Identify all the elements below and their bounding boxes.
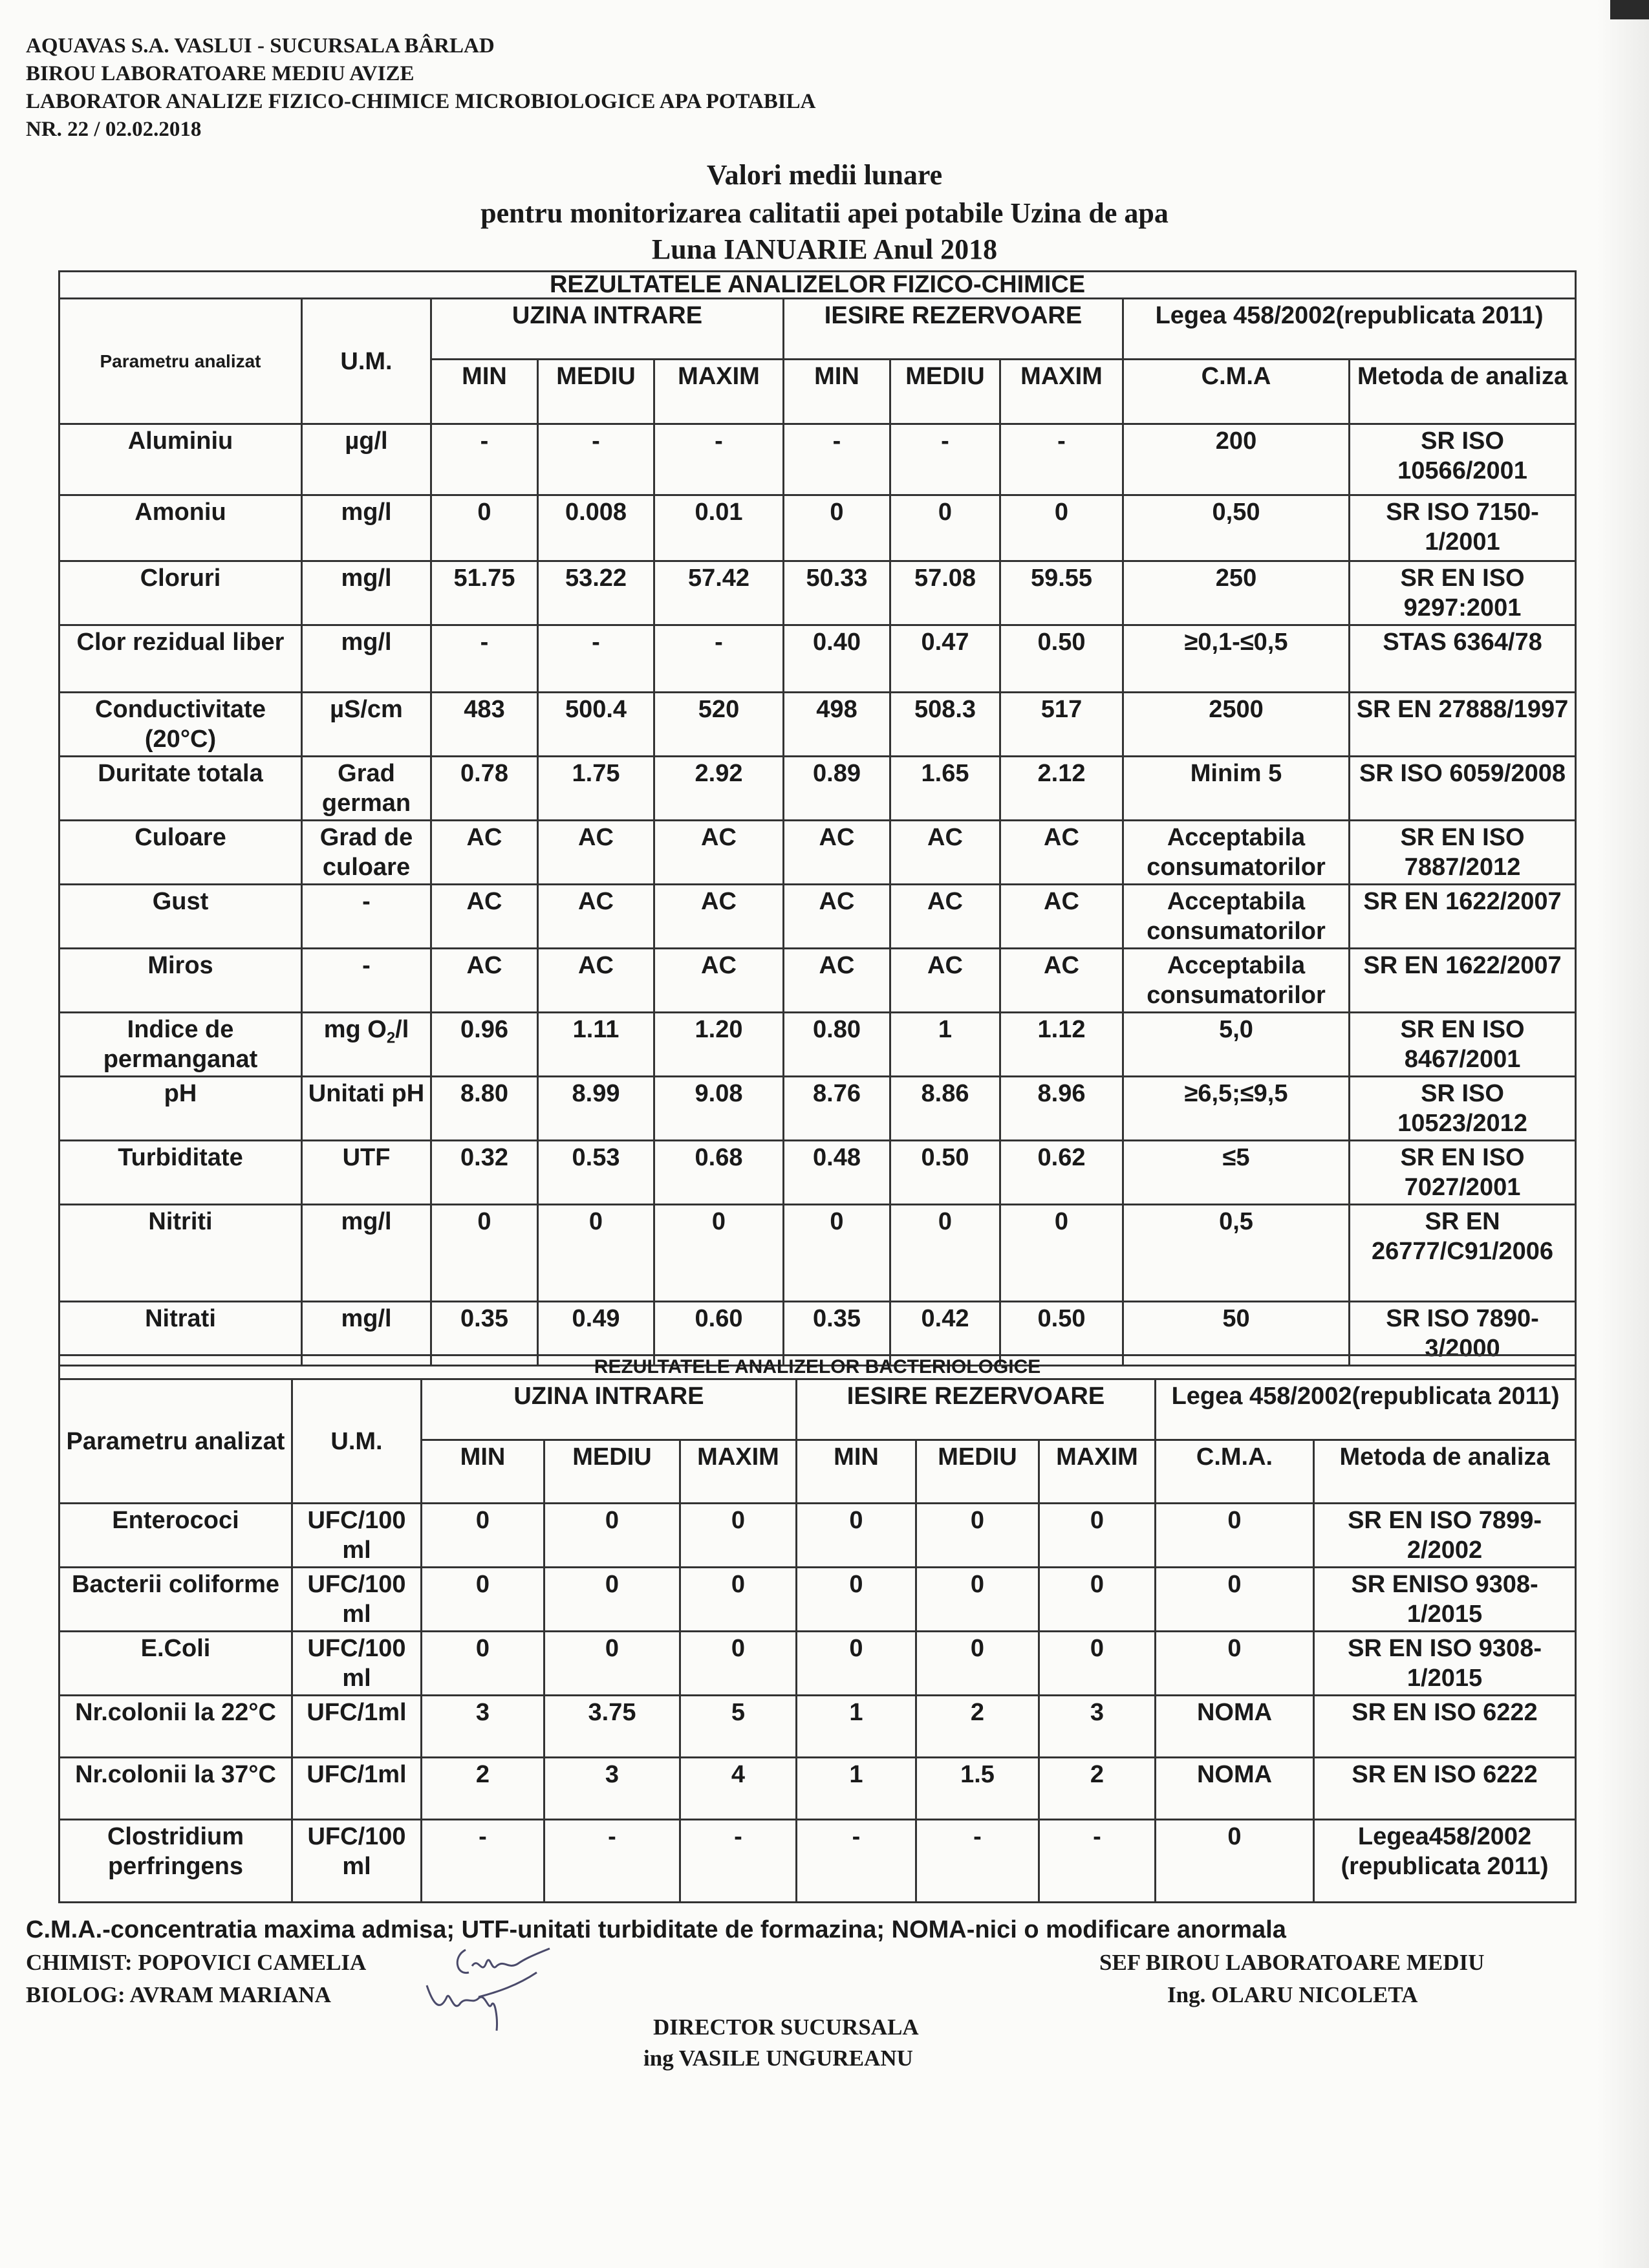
header-min: MIN	[422, 1440, 544, 1504]
unit: UFC/100 ml	[292, 1632, 422, 1696]
company-name: AQUAVAS S.A. VASLUI - SUCURSALA BÂRLAD	[26, 34, 495, 58]
title-line-3: Luna IANUARIE Anul 2018	[651, 233, 998, 265]
unit: Unitati pH	[302, 1077, 431, 1141]
value-cell: 53.22	[538, 561, 654, 625]
cma-value: ≤5	[1123, 1141, 1350, 1205]
value-cell: 0	[680, 1504, 797, 1568]
letterhead	[26, 32, 815, 144]
value-cell: -	[890, 424, 1000, 495]
table-row	[59, 821, 1576, 885]
value-cell: 0.89	[784, 757, 890, 821]
parameter-name: Conductivitate (20°C)	[59, 693, 302, 757]
value-cell: 0.50	[1000, 1302, 1123, 1366]
value-cell: 0	[422, 1504, 544, 1568]
value-cell: 0	[431, 1205, 538, 1302]
value-cell: 0	[544, 1632, 680, 1696]
header-mediu: MEDIU	[544, 1440, 680, 1504]
value-cell: 0.35	[784, 1302, 890, 1366]
cma-value: 2500	[1123, 693, 1350, 757]
parameter-name: Miros	[59, 949, 302, 1013]
cma-value: Acceptabila consumatorilor	[1123, 885, 1350, 949]
table-row	[59, 1504, 1576, 1568]
value-cell: -	[680, 1820, 797, 1903]
value-cell: 498	[784, 693, 890, 757]
header-maxim: MAXIM	[654, 360, 784, 424]
value-cell: -	[654, 625, 784, 693]
table-row	[59, 1205, 1576, 1302]
header-law: Legea 458/2002(republicata 2011)	[1123, 299, 1576, 360]
value-cell: AC	[431, 821, 538, 885]
method: SR EN ISO 7887/2012	[1350, 821, 1576, 885]
value-cell: 2.92	[654, 757, 784, 821]
value-cell: 0.35	[431, 1302, 538, 1366]
method: SR EN ISO 6222	[1314, 1758, 1576, 1820]
parameter-name: E.Coli	[59, 1632, 292, 1696]
value-cell: -	[784, 424, 890, 495]
value-cell: 2	[422, 1758, 544, 1820]
table-row	[59, 1696, 1576, 1758]
parameter-name: Indice de permanganat	[59, 1013, 302, 1077]
unit: UFC/1ml	[292, 1696, 422, 1758]
value-cell: 1.11	[538, 1013, 654, 1077]
value-cell: 4	[680, 1758, 797, 1820]
header-cma: C.M.A	[1123, 360, 1350, 424]
method: SR ENISO 9308-1/2015	[1314, 1568, 1576, 1632]
value-cell: 0.53	[538, 1141, 654, 1205]
method: SR EN ISO 9297:2001	[1350, 561, 1576, 625]
value-cell: 500.4	[538, 693, 654, 757]
method: SR EN ISO 7027/2001	[1350, 1141, 1576, 1205]
cma-value: 0,5	[1123, 1205, 1350, 1302]
value-cell: -	[1000, 424, 1123, 495]
header-min: MIN	[431, 360, 538, 424]
value-cell: AC	[431, 949, 538, 1013]
parameter-name: Cloruri	[59, 561, 302, 625]
method: STAS 6364/78	[1350, 625, 1576, 693]
table-row	[59, 1013, 1576, 1077]
value-cell: 50.33	[784, 561, 890, 625]
value-cell: 0	[890, 1205, 1000, 1302]
value-cell: -	[538, 625, 654, 693]
parameter-name: pH	[59, 1077, 302, 1141]
value-cell: 0.50	[890, 1141, 1000, 1205]
cma-value: 250	[1123, 561, 1350, 625]
value-cell: 1.20	[654, 1013, 784, 1077]
table-row	[59, 1820, 1576, 1903]
value-cell: 2	[916, 1696, 1039, 1758]
value-cell: 508.3	[890, 693, 1000, 757]
value-cell: 3	[1039, 1696, 1156, 1758]
method: SR EN 26777/C91/2006	[1350, 1205, 1576, 1302]
value-cell: AC	[538, 949, 654, 1013]
value-cell: 57.08	[890, 561, 1000, 625]
value-cell: AC	[890, 949, 1000, 1013]
value-cell: 0	[422, 1568, 544, 1632]
value-cell: 0.68	[654, 1141, 784, 1205]
unit-subscript: 2	[386, 1029, 396, 1047]
value-cell: 0.01	[654, 495, 784, 561]
unit: Grad de culoare	[302, 821, 431, 885]
unit: µg/l	[302, 424, 431, 495]
table-row	[59, 495, 1576, 561]
header-mediu: MEDIU	[916, 1440, 1039, 1504]
unit: Grad german	[302, 757, 431, 821]
value-cell: AC	[538, 885, 654, 949]
unit: mg/l	[302, 1302, 431, 1366]
director-title: DIRECTOR SUCURSALA	[653, 2014, 919, 2040]
value-cell: 0	[422, 1632, 544, 1696]
cma-value: Acceptabila consumatorilor	[1123, 949, 1350, 1013]
value-cell: 3	[422, 1696, 544, 1758]
parameter-name: Clor rezidual liber	[59, 625, 302, 693]
value-cell: 1.12	[1000, 1013, 1123, 1077]
value-cell: 0.50	[1000, 625, 1123, 693]
value-cell: 2.12	[1000, 757, 1123, 821]
table-row	[59, 885, 1576, 949]
table-row	[59, 757, 1576, 821]
parameter-name: Bacterii coliforme	[59, 1568, 292, 1632]
value-cell: AC	[538, 821, 654, 885]
section-title: REZULTATELE ANALIZELOR FIZICO-CHIMICE	[59, 272, 1576, 299]
header-reservoir-output: IESIRE REZERVOARE	[784, 299, 1123, 360]
lab-head-name: Ing. OLARU NICOLETA	[1167, 1982, 1418, 2007]
physico-chemical-table	[58, 270, 1577, 1366]
value-cell: 0.60	[654, 1302, 784, 1366]
value-cell: 0.62	[1000, 1141, 1123, 1205]
unit: mg/l	[302, 1205, 431, 1302]
cma-value: 50	[1123, 1302, 1350, 1366]
biologist-name: BIOLOG: AVRAM MARIANA	[26, 1982, 331, 2007]
value-cell: -	[431, 424, 538, 495]
value-cell: -	[538, 424, 654, 495]
header-mediu: MEDIU	[538, 360, 654, 424]
value-cell: 0	[1000, 1205, 1123, 1302]
cma-value: ≥0,1-≤0,5	[1123, 625, 1350, 693]
bacteriological-table	[58, 1354, 1577, 1903]
parameter-name: Turbiditate	[59, 1141, 302, 1205]
value-cell: 1	[797, 1696, 916, 1758]
cma-value: NOMA	[1156, 1758, 1314, 1820]
value-cell: 0	[538, 1205, 654, 1302]
table-row	[59, 1568, 1576, 1632]
laboratory-name: LABORATOR ANALIZE FIZICO-CHIMICE MICROBIOLOGICE APA POTABILA	[26, 90, 816, 113]
header-maxim: MAXIM	[1000, 360, 1123, 424]
value-cell: 0.47	[890, 625, 1000, 693]
table-row	[59, 561, 1576, 625]
value-cell: 0	[1000, 495, 1123, 561]
header-unit: U.M.	[292, 1379, 422, 1504]
value-cell: AC	[784, 949, 890, 1013]
value-cell: 2	[1039, 1758, 1156, 1820]
cma-value: Minim 5	[1123, 757, 1350, 821]
method: SR ISO 6059/2008	[1350, 757, 1576, 821]
value-cell: 0	[544, 1568, 680, 1632]
value-cell: 0	[1039, 1504, 1156, 1568]
value-cell: 1	[890, 1013, 1000, 1077]
unit: UTF	[302, 1141, 431, 1205]
header-parameter: Parametru analizat	[59, 299, 302, 424]
method: SR EN 1622/2007	[1350, 949, 1576, 1013]
method: SR EN ISO 6222	[1314, 1696, 1576, 1758]
value-cell: 517	[1000, 693, 1123, 757]
value-cell: AC	[890, 821, 1000, 885]
method: SR EN ISO 8467/2001	[1350, 1013, 1576, 1077]
department-name: BIROU LABORATOARE MEDIU AVIZE	[26, 62, 415, 85]
header-cma: C.M.A.	[1156, 1440, 1314, 1504]
value-cell: 0	[784, 1205, 890, 1302]
method: SR EN ISO 9308-1/2015	[1314, 1632, 1576, 1696]
value-cell: 0.42	[890, 1302, 1000, 1366]
value-cell: -	[422, 1820, 544, 1903]
value-cell: -	[916, 1820, 1039, 1903]
value-cell: 57.42	[654, 561, 784, 625]
cma-value: 0	[1156, 1820, 1314, 1903]
unit: -	[302, 885, 431, 949]
unit: mg/l	[302, 625, 431, 693]
value-cell: 0	[431, 495, 538, 561]
value-cell: 1.75	[538, 757, 654, 821]
value-cell: 0	[680, 1632, 797, 1696]
unit	[302, 1013, 431, 1077]
value-cell: 0	[1039, 1632, 1156, 1696]
value-cell: 483	[431, 693, 538, 757]
parameter-name: Nr.colonii la 37°C	[59, 1758, 292, 1820]
method: SR ISO 10523/2012	[1350, 1077, 1576, 1141]
method: SR ISO 7150-1/2001	[1350, 495, 1576, 561]
value-cell: 0.49	[538, 1302, 654, 1366]
scan-edge	[1597, 0, 1649, 2268]
value-cell: 0	[784, 495, 890, 561]
cma-value: 0,50	[1123, 495, 1350, 561]
value-cell: 0.48	[784, 1141, 890, 1205]
table-row	[59, 1141, 1576, 1205]
value-cell: -	[797, 1820, 916, 1903]
title-line-1: Valori medii lunare	[706, 159, 943, 191]
cma-value: 0	[1156, 1568, 1314, 1632]
chemist-name: CHIMIST: POPOVICI CAMELIA	[26, 1950, 367, 1975]
unit: UFC/100 ml	[292, 1504, 422, 1568]
value-cell: 0	[797, 1632, 916, 1696]
value-cell: 1.5	[916, 1758, 1039, 1820]
cma-value: 200	[1123, 424, 1350, 495]
value-cell: 0	[1039, 1568, 1156, 1632]
unit: UFC/100 ml	[292, 1820, 422, 1903]
value-cell: 9.08	[654, 1077, 784, 1141]
director-name: ing VASILE UNGUREANU	[643, 2046, 913, 2071]
value-cell: 8.76	[784, 1077, 890, 1141]
value-cell: 5	[680, 1696, 797, 1758]
parameter-name: Nr.colonii la 22°C	[59, 1696, 292, 1758]
header-method: Metoda de analiza	[1350, 360, 1576, 424]
unit: mg/l	[302, 561, 431, 625]
cma-value: ≥6,5;≤9,5	[1123, 1077, 1350, 1141]
value-cell: AC	[431, 885, 538, 949]
unit-base: mg O	[323, 1016, 387, 1043]
method: SR EN 1622/2007	[1350, 885, 1576, 949]
value-cell: 0.32	[431, 1141, 538, 1205]
parameter-name: Amoniu	[59, 495, 302, 561]
value-cell: 3	[544, 1758, 680, 1820]
value-cell: AC	[654, 821, 784, 885]
parameter-name: Gust	[59, 885, 302, 949]
header-min: MIN	[784, 360, 890, 424]
value-cell: 0	[916, 1632, 1039, 1696]
value-cell: AC	[890, 885, 1000, 949]
value-cell: 0.96	[431, 1013, 538, 1077]
value-cell: 1.65	[890, 757, 1000, 821]
header-plant-input: UZINA INTRARE	[422, 1379, 797, 1440]
table-row	[59, 1758, 1576, 1820]
table-row	[59, 949, 1576, 1013]
section-title: REZULTATELE ANALIZELOR BACTERIOLOGICE	[59, 1355, 1576, 1379]
unit: mg/l	[302, 495, 431, 561]
unit-tail: /l	[395, 1016, 409, 1043]
header-law: Legea 458/2002(republicata 2011)	[1156, 1379, 1576, 1440]
cma-value: NOMA	[1156, 1696, 1314, 1758]
header-maxim: MAXIM	[680, 1440, 797, 1504]
value-cell: 0	[544, 1504, 680, 1568]
table-row	[59, 424, 1576, 495]
value-cell: 1	[797, 1758, 916, 1820]
cma-value: Acceptabila consumatorilor	[1123, 821, 1350, 885]
header-mediu: MEDIU	[890, 360, 1000, 424]
document-number: NR. 22 / 02.02.2018	[26, 118, 202, 141]
header-plant-input: UZINA INTRARE	[431, 299, 784, 360]
header-method: Metoda de analiza	[1314, 1440, 1576, 1504]
value-cell: 0	[680, 1568, 797, 1632]
table-row	[59, 625, 1576, 693]
value-cell: 59.55	[1000, 561, 1123, 625]
value-cell: 520	[654, 693, 784, 757]
cma-value: 5,0	[1123, 1013, 1350, 1077]
parameter-name: Culoare	[59, 821, 302, 885]
value-cell: 0	[654, 1205, 784, 1302]
parameter-name: Enterococi	[59, 1504, 292, 1568]
title-line-2: pentru monitorizarea calitatii apei potabile Uzina de apa	[480, 197, 1169, 229]
method: SR EN ISO 7899-2/2002	[1314, 1504, 1576, 1568]
value-cell: 8.99	[538, 1077, 654, 1141]
parameter-name: Nitrati	[59, 1302, 302, 1366]
parameter-name: Duritate totala	[59, 757, 302, 821]
parameter-name: Nitriti	[59, 1205, 302, 1302]
scan-mark	[1610, 0, 1649, 19]
header-reservoir-output: IESIRE REZERVOARE	[797, 1379, 1156, 1440]
cma-value: 0	[1156, 1504, 1314, 1568]
value-cell: -	[431, 625, 538, 693]
value-cell: -	[654, 424, 784, 495]
biologist-signature	[414, 1966, 543, 2037]
header-min: MIN	[797, 1440, 916, 1504]
value-cell: -	[1039, 1820, 1156, 1903]
value-cell: AC	[1000, 821, 1123, 885]
header-maxim: MAXIM	[1039, 1440, 1156, 1504]
method: SR EN 27888/1997	[1350, 693, 1576, 757]
method: SR ISO 10566/2001	[1350, 424, 1576, 495]
value-cell: AC	[654, 885, 784, 949]
parameter-name: Clostridium perfringens	[59, 1820, 292, 1903]
method: Legea458/2002 (republicata 2011)	[1314, 1820, 1576, 1903]
value-cell: 0	[916, 1504, 1039, 1568]
value-cell: 3.75	[544, 1696, 680, 1758]
value-cell: AC	[784, 885, 890, 949]
unit: -	[302, 949, 431, 1013]
unit: µS/cm	[302, 693, 431, 757]
header-parameter: Parametru analizat	[59, 1379, 292, 1504]
value-cell: 0.008	[538, 495, 654, 561]
lab-head-title: SEF BIROU LABORATOARE MEDIU	[1099, 1950, 1485, 1975]
value-cell: 0	[890, 495, 1000, 561]
method: SR ISO 7890-3/2000	[1350, 1302, 1576, 1366]
value-cell: -	[544, 1820, 680, 1903]
table-row	[59, 693, 1576, 757]
value-cell: 8.96	[1000, 1077, 1123, 1141]
parameter-name: Aluminiu	[59, 424, 302, 495]
value-cell: AC	[654, 949, 784, 1013]
value-cell: 0.78	[431, 757, 538, 821]
value-cell: 0	[916, 1568, 1039, 1632]
table-row	[59, 1632, 1576, 1696]
value-cell: 0.80	[784, 1013, 890, 1077]
table-row	[59, 1077, 1576, 1141]
value-cell: AC	[784, 821, 890, 885]
value-cell: 8.80	[431, 1077, 538, 1141]
value-cell: 0	[797, 1504, 916, 1568]
abbreviations-legend: C.M.A.-concentratia maxima admisa; UTF-unitati turbiditate de formazina; NOMA-nici o modificare anormala	[26, 1916, 1286, 1943]
value-cell: 0.40	[784, 625, 890, 693]
value-cell: AC	[1000, 885, 1123, 949]
cma-value: 0	[1156, 1632, 1314, 1696]
value-cell: 0	[797, 1568, 916, 1632]
unit: UFC/1ml	[292, 1758, 422, 1820]
value-cell: 8.86	[890, 1077, 1000, 1141]
header-unit: U.M.	[302, 299, 431, 424]
unit: UFC/100 ml	[292, 1568, 422, 1632]
value-cell: AC	[1000, 949, 1123, 1013]
value-cell: 51.75	[431, 561, 538, 625]
